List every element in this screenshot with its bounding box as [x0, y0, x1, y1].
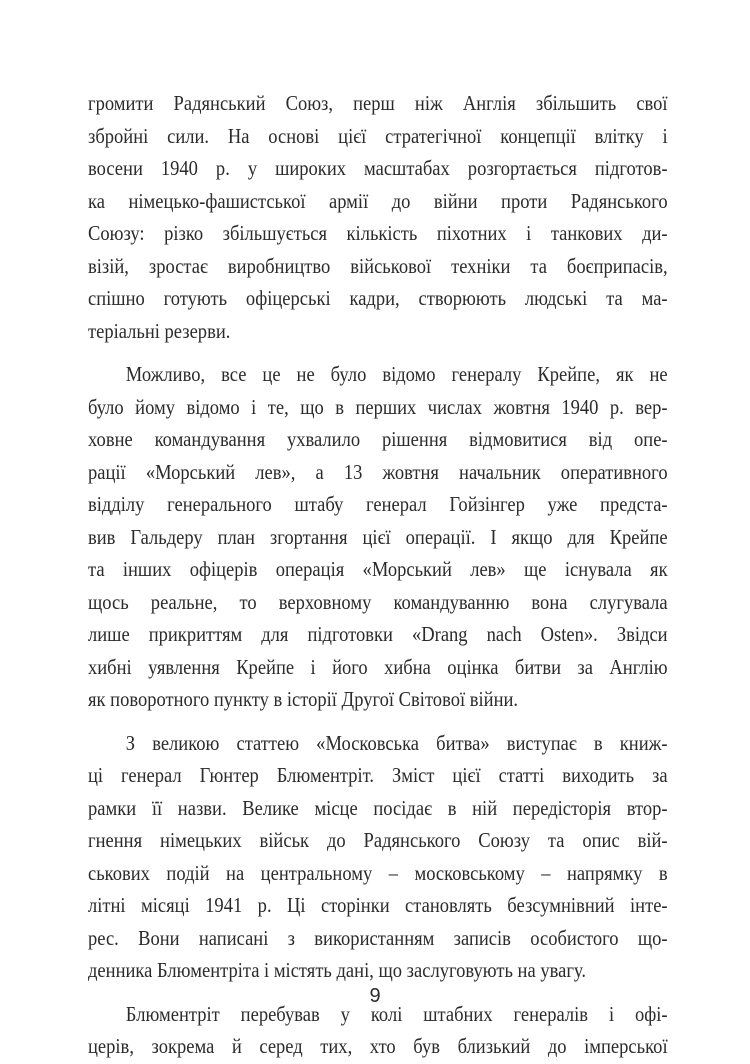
- paragraph-gap: [88, 717, 668, 728]
- text-line: збройні сили. На основі цієї стратегічної концепції влітку і: [88, 125, 668, 148]
- text-line: церів, зокрема й серед тих, хто був близький до імперської: [88, 1036, 668, 1058]
- paragraph-gap: [88, 348, 668, 359]
- text-line: відділу генерального штабу генерал Гойзінгер уже предста-: [88, 494, 668, 516]
- paragraph-2: [88, 359, 668, 717]
- text-line: вив Гальдеру план згортання цієї операції. І якщо для Крейпе: [88, 526, 668, 549]
- text-line: ці генерал Гюнтер Блюментріт. Зміст цієї статті виходить за: [88, 765, 668, 787]
- text-line: гнення німецьких військ до Радянського Союзу та опис вій-: [88, 830, 668, 852]
- text-line: рації «Морський лев», а 13 жовтня начальник оперативного: [88, 461, 668, 484]
- text-line: візій, зростає виробництво військової техніки та боєприпасів,: [88, 255, 668, 278]
- text-line: денника Блюментріта і містять дані, що заслуговують на увагу.: [88, 960, 586, 982]
- text-line: було йому відомо і те, що в перших числах жовтня 1940 р. вер-: [88, 396, 668, 419]
- text-line: ка німецько-фашистської армії до війни проти Радянського: [88, 190, 668, 213]
- text-line: Союзу: різко збільшується кількість піхотних і танкових ди-: [88, 223, 668, 245]
- paragraph-3: [88, 728, 668, 988]
- text-line: Блюментріт перебував у колі штабних генералів і офі-: [125, 1003, 668, 1026]
- text-line: літні місяці 1941 р. Ці сторінки становлять безсумнівний інте-: [88, 895, 668, 917]
- text-line: спішно готують офіцерські кадри, створюють людські та ма-: [88, 288, 668, 310]
- text-line: та інших офіцерів операція «Морський лев» ще існувала як: [88, 559, 668, 581]
- text-line: лише прикриттям для підготовки «Drang nach Osten». Звідси: [88, 624, 668, 646]
- text-line: теріальні резерви.: [88, 320, 231, 343]
- paragraph-4: [88, 999, 668, 1064]
- text-line: ховне командування ухвалило рішення відмовитися від опе-: [88, 429, 668, 451]
- text-line: восени 1940 р. у широких масштабах розгортається підготов-: [88, 158, 668, 180]
- paragraph-1: [88, 88, 668, 348]
- body-text: [88, 88, 668, 1064]
- text-line: щось реальне, то верховному командуванню вона слугувала: [88, 591, 668, 614]
- page-number: 9: [369, 985, 381, 1007]
- text-line: З великою статтею «Московська битва» виступає в книж-: [125, 732, 668, 755]
- text-line: ськових подій на центральному – московському – напрямку в: [88, 862, 668, 885]
- text-line: рес. Вони написані з використанням записів особистого що-: [88, 927, 668, 950]
- text-line: громити Радянський Союз, перш ніж Англія збільшить свої: [88, 93, 668, 115]
- text-line: як поворотного пункту в історії Другої Світової війни.: [88, 689, 519, 711]
- text-line: Можливо, все це не було відомо генералу Крейпе, як не: [125, 364, 668, 386]
- text-line: рамки її назви. Велике місце посідає в ній передісторія втор-: [88, 797, 668, 820]
- text-line: хибні уявлення Крейпе і його хибна оцінка битви за Англію: [88, 656, 668, 679]
